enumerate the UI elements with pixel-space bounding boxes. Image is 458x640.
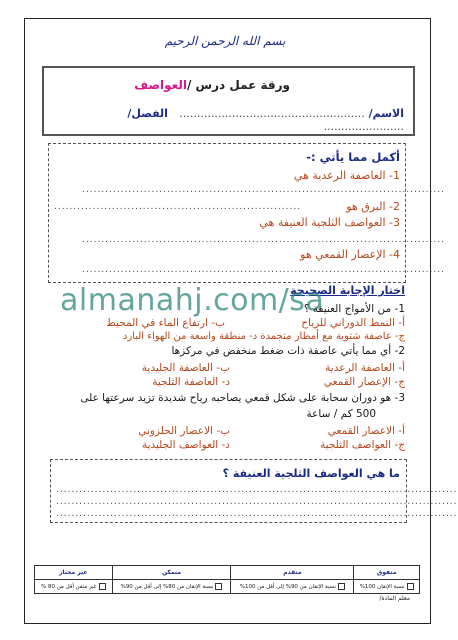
mc-q1-option-a[interactable]: أ- النمط الدوراني للرياح xyxy=(301,317,405,329)
rubric-header: غير مجتاز xyxy=(35,566,113,580)
name-class-row xyxy=(60,107,404,133)
worksheet-prefix: ورقة عمل درس / xyxy=(187,78,290,92)
rubric-header: متفوق xyxy=(354,566,420,580)
complete-question-2: 2- البرق هو xyxy=(346,200,400,213)
mc-q3-option-b[interactable]: ب- الاعصار الحلزوني xyxy=(138,425,230,437)
rubric-criteria-row xyxy=(35,580,420,594)
mc-q3-option-c[interactable]: ج- العواصف الثلجية xyxy=(320,439,405,451)
answer-line-1[interactable]: .............................................................................................. xyxy=(82,185,445,195)
checkbox-icon[interactable] xyxy=(338,583,345,590)
mc-question-3-line-2: 500 كم / ساعة xyxy=(306,408,376,420)
rubric-header: متمكن xyxy=(112,566,231,580)
mc-q2-option-a[interactable]: أ- العاصفة الرعدية xyxy=(325,362,405,374)
complete-question-4: 4- الإعصار القمعي هو xyxy=(300,248,400,261)
mc-question-1: 1- من الأمواج العنيفة ؟ xyxy=(303,303,405,315)
mc-question-2: 2- أي مما يأتي عاصفة ذات ضغط منخفض في مركزها xyxy=(171,345,405,357)
answer-line-4[interactable]: .............................................................................................. xyxy=(82,265,445,275)
essay-question-title: ما هي العواصف الثلجية العنيفة ؟ xyxy=(222,467,400,480)
rubric-criterion-cell[interactable]: نسبة الإتقان 100% xyxy=(354,580,420,594)
mc-q2-option-b[interactable]: ب- العاصفة الجليدية xyxy=(141,362,230,374)
complete-section-box xyxy=(48,143,445,283)
checkbox-icon[interactable] xyxy=(99,583,106,590)
essay-answer-line-1[interactable]: ........................................................................................................ xyxy=(56,485,458,495)
choose-section-title: اختار الإجابة الصحيحة xyxy=(290,284,405,297)
name-label: الاسم/ xyxy=(368,107,404,120)
basmala: بسم الله الرحمن الرحيم xyxy=(164,34,286,48)
class-label: الفصل/ xyxy=(127,107,168,120)
mc-q3-option-a[interactable]: أ- الاعصار القمعي xyxy=(327,425,405,437)
rubric-header-row xyxy=(35,566,420,580)
rubric-criterion-cell[interactable]: غير متقن أقل من 80 % xyxy=(35,580,113,594)
class-field[interactable]: ....................... xyxy=(323,120,404,133)
complete-section-title: أكمل مما يأتي :- xyxy=(306,150,400,164)
rubric-criterion-cell[interactable]: نسبة الإتقان من 80% إلى أقل من 90% xyxy=(112,580,231,594)
worksheet-title xyxy=(90,78,290,92)
complete-question-3: 3- العواصف الثلجية العنيفة هي xyxy=(259,216,400,229)
watermark: almanahj.com/sa xyxy=(60,283,325,318)
complete-question-1: 1- العاصفة الرعدية هي xyxy=(293,169,400,182)
mc-question-3-line-1: 3- هو دوران سحابة على شكل قمعي يصاحبه رياح شديدة تزيد سرعتها على xyxy=(80,392,405,404)
answer-line-2[interactable]: ................................................................ xyxy=(54,202,302,212)
checkbox-icon[interactable] xyxy=(215,583,222,590)
mc-q1-options-c-d[interactable]: ج- عاصفة شتوية مع أمطار متجمدة د- منطقة واسعة من الهواء البارد xyxy=(122,331,405,342)
essay-answer-line-3[interactable]: ........................................................................................................ xyxy=(56,509,458,519)
rubric-header: متقدم xyxy=(231,566,354,580)
name-field[interactable]: ..................................................... xyxy=(179,107,365,120)
rubric-table xyxy=(34,565,420,594)
answer-line-3[interactable]: .............................................................................................. xyxy=(82,235,445,245)
rubric-criterion-cell[interactable]: نسبة الإتقان من 90% إلى أقل من 100% xyxy=(231,580,354,594)
essay-answer-line-2[interactable]: ........................................................................................................ xyxy=(56,497,458,507)
mc-q3-option-d[interactable]: د- العواصف الجليدية xyxy=(141,439,230,451)
teacher-label: معلم المادة/ xyxy=(379,595,410,602)
lesson-name: العواصف xyxy=(134,78,187,92)
mc-q2-option-c[interactable]: ج- الإعصار القمعي xyxy=(323,376,405,388)
checkbox-icon[interactable] xyxy=(407,583,414,590)
mc-q1-option-b[interactable]: ب- ارتفاع الماء في المحيط xyxy=(106,317,225,329)
mc-q2-option-d[interactable]: د- العاصفة الثلجية xyxy=(152,376,230,388)
